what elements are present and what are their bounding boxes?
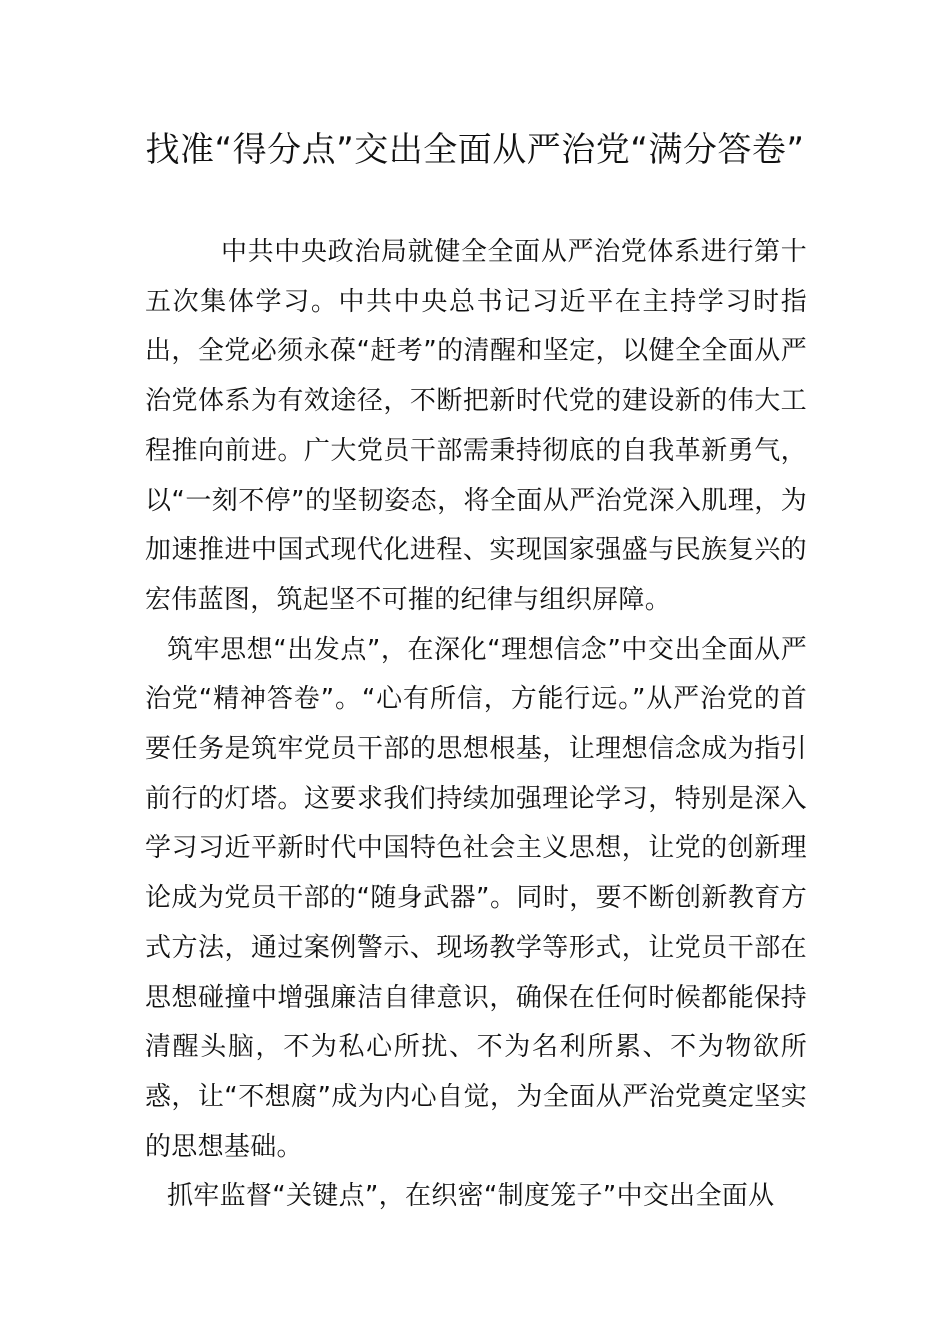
document-body xyxy=(145,228,807,1222)
paragraph-ideology: 筑牢思想“出发点”，在深化“理想信念”中交出全面从严治党“精神答卷”。“心有所信，方能行远。”从严治党的首要任务是筑牢党员干部的思想根基，让理想信念成为指引前行的灯塔。这要求我们持续加强理论学习，特别是深入学习习近平新时代中国特色社会主义思想，让党的创新理论成为党员干部的“随身武器”。同时，要不断创新教育方式方法，通过案例警示、现场教学等形式，让党员干部在思想碰撞中增强廉洁自律意识，确保在任何时候都能保持清醒头脑，不为私心所扰、不为名利所累、不为物欲所惑，让“不想腐”成为内心自觉，为全面从严治党奠定坚实的思想基础。 xyxy=(145,634,807,1162)
paragraph-intro: 中共中央政治局就健全全面从严治党体系进行第十五次集体学习。中共中央总书记习近平在主持学习时指出，全党必须永葆“赶考”的清醒和坚定，以健全全面从严治党体系为有效途径，不断把新时代党的建设新的伟大工程推向前进。广大党员干部需秉持彻底的自我革新勇气，以“一刻不停”的坚韧姿态，将全面从严治党深入肌理，为加速推进中国式现代化进程、实现国家强盛与民族复兴的宏伟蓝图，筑起坚不可摧的纪律与组织屏障。 xyxy=(145,237,807,615)
document-title: 找准“得分点”交出全面从严治党“满分答卷” xyxy=(145,130,805,170)
paragraph-supervision: 抓牢监督“关键点”，在织密“制度笼子”中交出全面从 xyxy=(167,1181,775,1212)
